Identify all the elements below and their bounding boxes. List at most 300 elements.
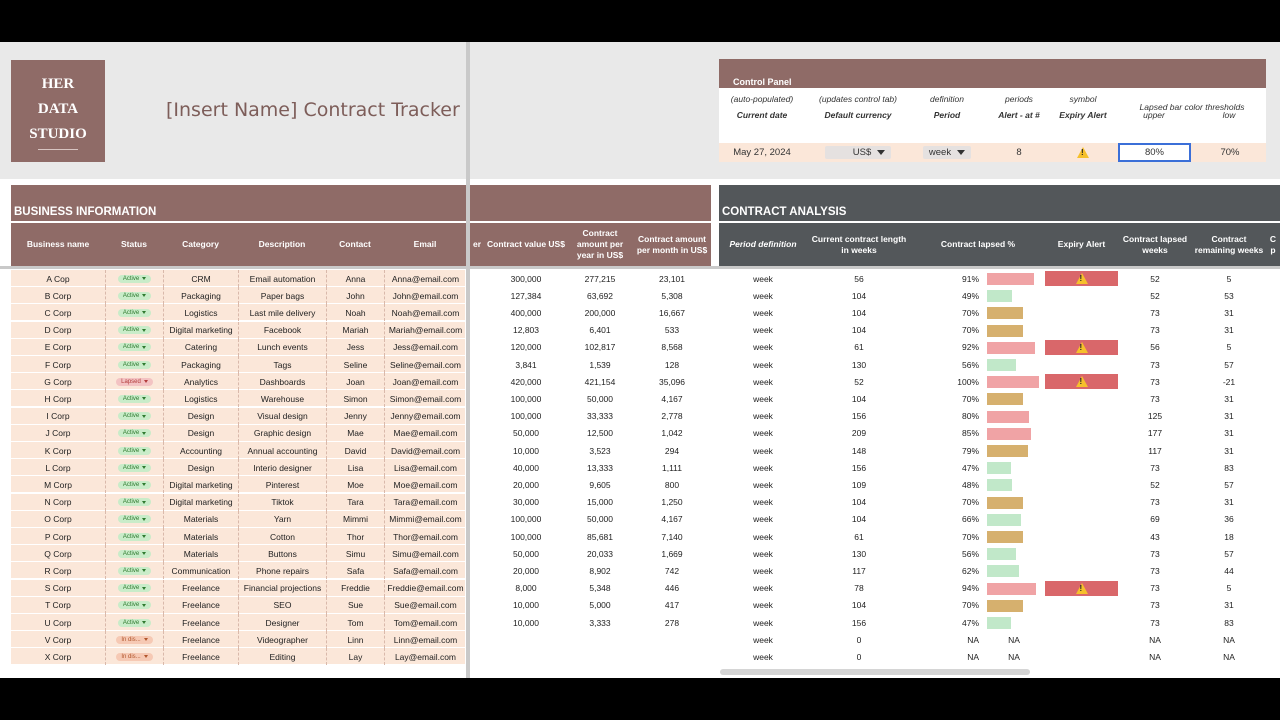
lapsed-bar-na-cell[interactable] <box>990 631 1038 648</box>
period-dropdown[interactable] <box>923 146 971 159</box>
contract-length-cell[interactable] <box>807 373 911 390</box>
contract-value-cell[interactable] <box>484 476 568 493</box>
column-header[interactable] <box>105 223 163 266</box>
contract-length-cell[interactable] <box>807 425 911 442</box>
email-cell[interactable] <box>384 580 466 597</box>
amount-per-year-cell[interactable] <box>568 339 632 356</box>
status-dropdown[interactable] <box>118 292 151 300</box>
amount-per-year-cell[interactable] <box>568 562 632 579</box>
status-cell[interactable] <box>105 580 163 597</box>
status-dropdown[interactable] <box>118 429 151 437</box>
contract-value-cell[interactable] <box>484 373 568 390</box>
control-panel-value-6[interactable] <box>1193 143 1267 162</box>
amount-per-year-cell[interactable] <box>568 390 632 407</box>
business-name-cell[interactable] <box>11 408 105 425</box>
contract-value-cell[interactable] <box>484 390 568 407</box>
contract-lapsed-pct-cell[interactable] <box>911 425 983 442</box>
period-definition-cell[interactable] <box>719 597 807 614</box>
column-header[interactable] <box>1266 223 1280 266</box>
period-definition-cell[interactable] <box>719 528 807 545</box>
amount-per-month-cell[interactable] <box>632 528 712 545</box>
category-cell[interactable] <box>163 648 238 665</box>
category-cell[interactable] <box>163 373 238 390</box>
status-dropdown[interactable] <box>118 533 151 541</box>
amount-per-month-cell[interactable] <box>632 339 712 356</box>
category-cell[interactable] <box>163 442 238 459</box>
column-header[interactable] <box>1192 223 1266 266</box>
contract-lapsed-pct-cell[interactable] <box>911 459 983 476</box>
contact-cell[interactable] <box>326 494 384 511</box>
category-cell[interactable] <box>163 390 238 407</box>
contract-lapsed-pct-cell[interactable] <box>911 494 983 511</box>
contract-remaining-weeks-cell[interactable] <box>1192 597 1266 614</box>
contact-cell[interactable] <box>326 442 384 459</box>
status-dropdown[interactable] <box>118 584 151 592</box>
period-definition-cell[interactable] <box>719 442 807 459</box>
description-cell[interactable] <box>238 322 326 339</box>
status-dropdown[interactable] <box>118 447 151 455</box>
contract-lapsed-pct-cell[interactable] <box>911 631 983 648</box>
contract-remaining-weeks-cell[interactable] <box>1192 614 1266 631</box>
contract-length-cell[interactable] <box>807 545 911 562</box>
contract-remaining-weeks-cell[interactable] <box>1192 287 1266 304</box>
category-cell[interactable] <box>163 614 238 631</box>
business-name-cell[interactable] <box>11 339 105 356</box>
expiry-alert-cell[interactable] <box>1045 581 1118 596</box>
period-definition-cell[interactable] <box>719 511 807 528</box>
period-definition-cell[interactable] <box>719 459 807 476</box>
contract-remaining-weeks-cell[interactable] <box>1192 408 1266 425</box>
contract-value-cell[interactable] <box>484 425 568 442</box>
status-dropdown[interactable] <box>118 275 151 283</box>
description-cell[interactable] <box>238 339 326 356</box>
contract-length-cell[interactable] <box>807 511 911 528</box>
amount-per-month-cell[interactable] <box>632 597 712 614</box>
status-cell[interactable] <box>105 545 163 562</box>
contract-lapsed-pct-cell[interactable] <box>911 322 983 339</box>
amount-per-month-cell[interactable] <box>632 270 712 287</box>
contract-length-cell[interactable] <box>807 322 911 339</box>
contact-cell[interactable] <box>326 528 384 545</box>
amount-per-month-cell[interactable] <box>632 511 712 528</box>
contract-length-cell[interactable] <box>807 528 911 545</box>
category-cell[interactable] <box>163 528 238 545</box>
column-header[interactable] <box>911 223 1045 266</box>
contract-lapsed-weeks-cell[interactable] <box>1118 408 1192 425</box>
description-cell[interactable] <box>238 648 326 665</box>
amount-per-year-cell[interactable] <box>568 270 632 287</box>
contract-lapsed-pct-cell[interactable] <box>911 545 983 562</box>
column-header[interactable] <box>384 223 466 266</box>
contract-length-cell[interactable] <box>807 390 911 407</box>
email-cell[interactable] <box>384 545 466 562</box>
contract-lapsed-weeks-cell[interactable] <box>1118 528 1192 545</box>
category-cell[interactable] <box>163 476 238 493</box>
contract-remaining-weeks-cell[interactable] <box>1192 442 1266 459</box>
category-cell[interactable] <box>163 339 238 356</box>
contract-length-cell[interactable] <box>807 580 911 597</box>
contact-cell[interactable] <box>326 270 384 287</box>
contract-remaining-weeks-cell[interactable] <box>1192 528 1266 545</box>
period-definition-cell[interactable] <box>719 356 807 373</box>
contact-cell[interactable] <box>326 545 384 562</box>
amount-per-year-cell[interactable] <box>568 648 632 665</box>
contract-remaining-weeks-cell[interactable] <box>1192 648 1266 665</box>
email-cell[interactable] <box>384 425 466 442</box>
amount-per-month-cell[interactable] <box>632 408 712 425</box>
amount-per-year-cell[interactable] <box>568 442 632 459</box>
contract-lapsed-pct-cell[interactable] <box>911 287 983 304</box>
business-name-cell[interactable] <box>11 459 105 476</box>
status-dropdown[interactable] <box>118 464 151 472</box>
status-cell[interactable] <box>105 287 163 304</box>
category-cell[interactable] <box>163 511 238 528</box>
description-cell[interactable] <box>238 614 326 631</box>
contract-lapsed-weeks-cell[interactable] <box>1118 270 1192 287</box>
contract-lapsed-weeks-cell[interactable] <box>1118 562 1192 579</box>
amount-per-month-cell[interactable] <box>632 562 712 579</box>
amount-per-month-cell[interactable] <box>632 356 712 373</box>
contact-cell[interactable] <box>326 459 384 476</box>
contract-lapsed-pct-cell[interactable] <box>911 511 983 528</box>
column-header[interactable] <box>326 223 384 266</box>
contract-lapsed-weeks-cell[interactable] <box>1118 459 1192 476</box>
email-cell[interactable] <box>384 648 466 665</box>
description-cell[interactable] <box>238 356 326 373</box>
status-dropdown[interactable] <box>118 550 151 558</box>
contract-lapsed-weeks-cell[interactable] <box>1118 304 1192 321</box>
contract-lapsed-pct-cell[interactable] <box>911 528 983 545</box>
contract-remaining-weeks-cell[interactable] <box>1192 545 1266 562</box>
email-cell[interactable] <box>384 373 466 390</box>
control-panel-value-1[interactable] <box>812 143 904 162</box>
contract-length-cell[interactable] <box>807 339 911 356</box>
contract-lapsed-weeks-cell[interactable] <box>1118 545 1192 562</box>
contract-remaining-weeks-cell[interactable] <box>1192 425 1266 442</box>
email-cell[interactable] <box>384 597 466 614</box>
status-dropdown[interactable] <box>118 343 151 351</box>
contract-lapsed-weeks-cell[interactable] <box>1118 476 1192 493</box>
amount-per-year-cell[interactable] <box>568 322 632 339</box>
email-cell[interactable] <box>384 442 466 459</box>
contract-length-cell[interactable] <box>807 597 911 614</box>
contract-length-cell[interactable] <box>807 631 911 648</box>
status-cell[interactable] <box>105 373 163 390</box>
category-cell[interactable] <box>163 408 238 425</box>
description-cell[interactable] <box>238 528 326 545</box>
column-header[interactable] <box>484 223 568 266</box>
amount-per-year-cell[interactable] <box>568 511 632 528</box>
business-name-cell[interactable] <box>11 648 105 665</box>
contact-cell[interactable] <box>326 648 384 665</box>
category-cell[interactable] <box>163 580 238 597</box>
contract-lapsed-weeks-cell[interactable] <box>1118 511 1192 528</box>
amount-per-month-cell[interactable] <box>632 494 712 511</box>
status-dropdown[interactable] <box>118 619 151 627</box>
contact-cell[interactable] <box>326 356 384 373</box>
status-cell[interactable] <box>105 494 163 511</box>
amount-per-month-cell[interactable] <box>632 545 712 562</box>
period-definition-cell[interactable] <box>719 648 807 665</box>
amount-per-year-cell[interactable] <box>568 528 632 545</box>
email-cell[interactable] <box>384 287 466 304</box>
currency-dropdown[interactable] <box>825 146 891 159</box>
status-dropdown[interactable] <box>118 326 151 334</box>
status-dropdown[interactable] <box>116 653 152 661</box>
contract-lapsed-weeks-cell[interactable] <box>1118 339 1192 356</box>
contract-value-cell[interactable] <box>484 322 568 339</box>
amount-per-month-cell[interactable] <box>632 631 712 648</box>
status-cell[interactable] <box>105 528 163 545</box>
status-dropdown[interactable] <box>118 601 151 609</box>
contract-lapsed-weeks-cell[interactable] <box>1118 648 1192 665</box>
status-dropdown[interactable] <box>118 515 151 523</box>
contact-cell[interactable] <box>326 580 384 597</box>
contract-lapsed-weeks-cell[interactable] <box>1118 597 1192 614</box>
amount-per-year-cell[interactable] <box>568 476 632 493</box>
description-cell[interactable] <box>238 442 326 459</box>
description-cell[interactable] <box>238 476 326 493</box>
business-name-cell[interactable] <box>11 631 105 648</box>
status-cell[interactable] <box>105 597 163 614</box>
contract-remaining-weeks-cell[interactable] <box>1192 390 1266 407</box>
amount-per-month-cell[interactable] <box>632 476 712 493</box>
period-definition-cell[interactable] <box>719 614 807 631</box>
business-name-cell[interactable] <box>11 287 105 304</box>
email-cell[interactable] <box>384 614 466 631</box>
description-cell[interactable] <box>238 459 326 476</box>
contract-remaining-weeks-cell[interactable] <box>1192 373 1266 390</box>
status-cell[interactable] <box>105 614 163 631</box>
amount-per-month-cell[interactable] <box>632 304 712 321</box>
column-header[interactable] <box>807 223 911 266</box>
email-cell[interactable] <box>384 528 466 545</box>
email-cell[interactable] <box>384 511 466 528</box>
description-cell[interactable] <box>238 545 326 562</box>
description-cell[interactable] <box>238 373 326 390</box>
amount-per-year-cell[interactable] <box>568 597 632 614</box>
contract-length-cell[interactable] <box>807 304 911 321</box>
contact-cell[interactable] <box>326 511 384 528</box>
category-cell[interactable] <box>163 304 238 321</box>
contract-length-cell[interactable] <box>807 494 911 511</box>
amount-per-month-cell[interactable] <box>632 442 712 459</box>
contract-lapsed-pct-cell[interactable] <box>911 339 983 356</box>
contract-remaining-weeks-cell[interactable] <box>1192 270 1266 287</box>
contract-value-cell[interactable] <box>484 304 568 321</box>
business-name-cell[interactable] <box>11 476 105 493</box>
contract-value-cell[interactable] <box>484 356 568 373</box>
contract-remaining-weeks-cell[interactable] <box>1192 562 1266 579</box>
amount-per-month-cell[interactable] <box>632 322 712 339</box>
description-cell[interactable] <box>238 631 326 648</box>
amount-per-year-cell[interactable] <box>568 631 632 648</box>
contract-remaining-weeks-cell[interactable] <box>1192 356 1266 373</box>
column-header[interactable] <box>1045 223 1118 266</box>
contract-remaining-weeks-cell[interactable] <box>1192 459 1266 476</box>
period-definition-cell[interactable] <box>719 339 807 356</box>
period-definition-cell[interactable] <box>719 494 807 511</box>
contract-length-cell[interactable] <box>807 459 911 476</box>
status-dropdown[interactable] <box>118 412 151 420</box>
column-header[interactable] <box>163 223 238 266</box>
business-name-cell[interactable] <box>11 545 105 562</box>
contact-cell[interactable] <box>326 597 384 614</box>
contract-lapsed-pct-cell[interactable] <box>911 580 983 597</box>
period-definition-cell[interactable] <box>719 322 807 339</box>
category-cell[interactable] <box>163 322 238 339</box>
description-cell[interactable] <box>238 304 326 321</box>
contract-value-cell[interactable] <box>484 580 568 597</box>
contract-remaining-weeks-cell[interactable] <box>1192 304 1266 321</box>
contact-cell[interactable] <box>326 287 384 304</box>
contract-value-cell[interactable] <box>484 287 568 304</box>
column-header[interactable] <box>632 223 712 266</box>
column-header[interactable] <box>11 223 105 266</box>
contract-remaining-weeks-cell[interactable] <box>1192 494 1266 511</box>
contract-lapsed-pct-cell[interactable] <box>911 408 983 425</box>
period-definition-cell[interactable] <box>719 631 807 648</box>
amount-per-year-cell[interactable] <box>568 425 632 442</box>
status-cell[interactable] <box>105 511 163 528</box>
expiry-alert-cell[interactable] <box>1045 340 1118 355</box>
description-cell[interactable] <box>238 511 326 528</box>
business-name-cell[interactable] <box>11 614 105 631</box>
contract-length-cell[interactable] <box>807 648 911 665</box>
contract-length-cell[interactable] <box>807 270 911 287</box>
contract-lapsed-weeks-cell[interactable] <box>1118 390 1192 407</box>
amount-per-month-cell[interactable] <box>632 390 712 407</box>
contract-value-cell[interactable] <box>484 648 568 665</box>
business-name-cell[interactable] <box>11 511 105 528</box>
contact-cell[interactable] <box>326 373 384 390</box>
description-cell[interactable] <box>238 390 326 407</box>
email-cell[interactable] <box>384 304 466 321</box>
status-dropdown[interactable] <box>118 309 151 317</box>
contact-cell[interactable] <box>326 425 384 442</box>
contract-lapsed-pct-cell[interactable] <box>911 562 983 579</box>
contract-lapsed-pct-cell[interactable] <box>911 476 983 493</box>
contract-remaining-weeks-cell[interactable] <box>1192 322 1266 339</box>
contact-cell[interactable] <box>326 408 384 425</box>
contract-value-cell[interactable] <box>484 631 568 648</box>
email-cell[interactable] <box>384 562 466 579</box>
contract-lapsed-pct-cell[interactable] <box>911 614 983 631</box>
description-cell[interactable] <box>238 494 326 511</box>
contract-length-cell[interactable] <box>807 356 911 373</box>
email-cell[interactable] <box>384 408 466 425</box>
status-cell[interactable] <box>105 390 163 407</box>
status-cell[interactable] <box>105 459 163 476</box>
contract-value-cell[interactable] <box>484 459 568 476</box>
contact-cell[interactable] <box>326 390 384 407</box>
contract-length-cell[interactable] <box>807 287 911 304</box>
status-cell[interactable] <box>105 356 163 373</box>
status-cell[interactable] <box>105 322 163 339</box>
category-cell[interactable] <box>163 287 238 304</box>
amount-per-month-cell[interactable] <box>632 614 712 631</box>
category-cell[interactable] <box>163 597 238 614</box>
amount-per-year-cell[interactable] <box>568 304 632 321</box>
status-cell[interactable] <box>105 270 163 287</box>
selected-cell-upper-threshold[interactable] <box>1118 143 1191 162</box>
category-cell[interactable] <box>163 356 238 373</box>
email-cell[interactable] <box>384 270 466 287</box>
business-name-cell[interactable] <box>11 322 105 339</box>
status-dropdown[interactable] <box>116 636 152 644</box>
status-dropdown[interactable] <box>118 361 151 369</box>
contact-cell[interactable] <box>326 631 384 648</box>
expiry-alert-cell[interactable] <box>1045 271 1118 286</box>
contract-remaining-weeks-cell[interactable] <box>1192 511 1266 528</box>
amount-per-year-cell[interactable] <box>568 459 632 476</box>
category-cell[interactable] <box>163 459 238 476</box>
status-cell[interactable] <box>105 562 163 579</box>
email-cell[interactable] <box>384 390 466 407</box>
contract-lapsed-weeks-cell[interactable] <box>1118 631 1192 648</box>
description-cell[interactable] <box>238 408 326 425</box>
email-cell[interactable] <box>384 631 466 648</box>
contract-lapsed-weeks-cell[interactable] <box>1118 580 1192 597</box>
email-cell[interactable] <box>384 459 466 476</box>
status-dropdown[interactable] <box>116 378 153 386</box>
contract-lapsed-weeks-cell[interactable] <box>1118 373 1192 390</box>
category-cell[interactable] <box>163 562 238 579</box>
period-definition-cell[interactable] <box>719 476 807 493</box>
period-definition-cell[interactable] <box>719 304 807 321</box>
period-definition-cell[interactable] <box>719 580 807 597</box>
amount-per-month-cell[interactable] <box>632 287 712 304</box>
contract-length-cell[interactable] <box>807 614 911 631</box>
period-definition-cell[interactable] <box>719 287 807 304</box>
contract-lapsed-pct-cell[interactable] <box>911 442 983 459</box>
email-cell[interactable] <box>384 494 466 511</box>
status-cell[interactable] <box>105 304 163 321</box>
contract-lapsed-pct-cell[interactable] <box>911 373 983 390</box>
contract-lapsed-weeks-cell[interactable] <box>1118 442 1192 459</box>
description-cell[interactable] <box>238 425 326 442</box>
category-cell[interactable] <box>163 631 238 648</box>
contract-value-cell[interactable] <box>484 494 568 511</box>
contract-lapsed-pct-cell[interactable] <box>911 356 983 373</box>
contract-remaining-weeks-cell[interactable] <box>1192 476 1266 493</box>
contact-cell[interactable] <box>326 614 384 631</box>
description-cell[interactable] <box>238 270 326 287</box>
category-cell[interactable] <box>163 270 238 287</box>
status-dropdown[interactable] <box>118 395 151 403</box>
column-header[interactable] <box>568 223 632 266</box>
amount-per-year-cell[interactable] <box>568 545 632 562</box>
status-dropdown[interactable] <box>118 498 151 506</box>
contract-lapsed-weeks-cell[interactable] <box>1118 494 1192 511</box>
contract-length-cell[interactable] <box>807 562 911 579</box>
amount-per-year-cell[interactable] <box>568 614 632 631</box>
control-panel-value-3[interactable] <box>983 143 1055 162</box>
contract-length-cell[interactable] <box>807 408 911 425</box>
contract-lapsed-weeks-cell[interactable] <box>1118 356 1192 373</box>
category-cell[interactable] <box>163 425 238 442</box>
business-name-cell[interactable] <box>11 494 105 511</box>
expiry-alert-cell[interactable] <box>1045 374 1118 389</box>
amount-per-year-cell[interactable] <box>568 494 632 511</box>
contract-lapsed-weeks-cell[interactable] <box>1118 425 1192 442</box>
status-dropdown[interactable] <box>118 567 151 575</box>
contract-remaining-weeks-cell[interactable] <box>1192 580 1266 597</box>
business-name-cell[interactable] <box>11 442 105 459</box>
amount-per-year-cell[interactable] <box>568 408 632 425</box>
business-name-cell[interactable] <box>11 304 105 321</box>
category-cell[interactable] <box>163 545 238 562</box>
